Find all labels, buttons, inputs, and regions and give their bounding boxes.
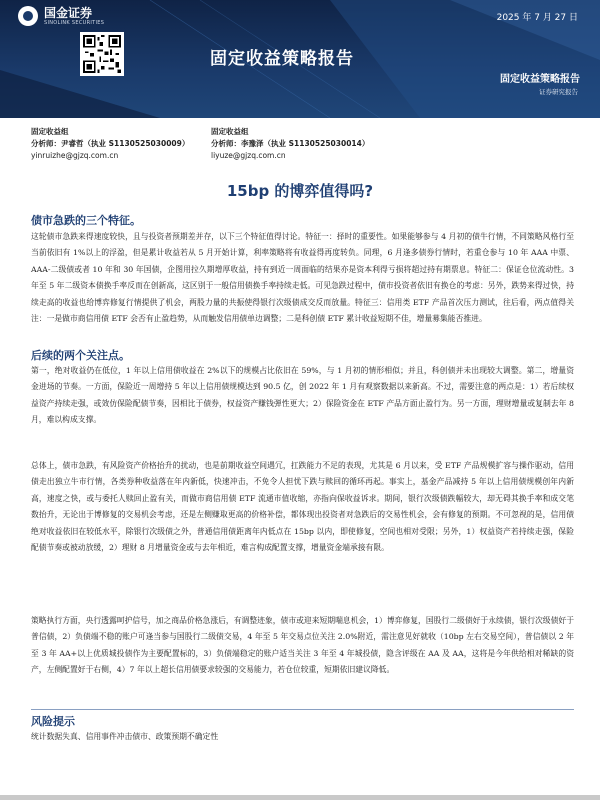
report-category: 证券研究报告 [539,88,578,96]
author-info [211,126,369,162]
author-group: 固定收益组 [211,127,249,136]
author-email[interactable]: liyuze@gjzq.com.cn [211,151,286,160]
section-paragraph: 这轮债市急跌来得速度较快，且与投资者预期差并存，以下三个特征值得讨论。特征一：择时的重要性。如果能够参与 4 月初的债牛行情，不同策略风格行至当前依旧有 1%以上的浮盈，但是累计收益若从 5 月开始计算，利率策略将有收益得再度转负。同理，6 月逢多债券行情时，若重仓参与 10 年 AAA 中票、AAA-二级债或者 10 年和 30 年国债，企图用拉久期增厚收益，持有到近一周面临的结果亦是资本利得亏损将超过持有期票息。特征二：保证仓位流动性。3 年至 5 年二级资本债换手率反而在创新高，这区别于一般信用债换手率持续走低。可见急跌过程中，债市投资者依旧有换仓的考虑：另外，跌势来得过快，持续走高的收益也给博弈修复行情提供了机会，两股力量的共振使得银行次级债成交反而放量。特征三：信用类 ETF 产品首次压力测试，往后看，两点值得关注：一是做市商信用债 ETF 会否有止盈趋势，从而触发信用债单边调整；二是科创债 ETF 累计收益短期不佳，增量募集能否推进。 [31,232,574,324]
author-group: 固定收益组 [31,127,69,136]
company-logo [18,6,104,26]
section-heading: 债市急跌的三个特征。 [31,214,141,227]
section-paragraph: 第一，绝对收益仍在低位，1 年以上信用债收益在 2%以下的规模占比依旧在 59%，与 1 月初的情形相似；并且，科创债并未出现较大调整。第二，增量资金进场的节奏。一方面，保险近一周增持 5 年以上信用债规模达到 90.5 亿，创 2022 年 1 月有观察数据以来新高。不过，需要注意的两点是：1）若后续权益资产持续走强，或效仿保险配债节奏，因相比于债券，权益资产赚钱弹性更大；2）保险资金在 ETF 产品方面止盈行为。另一方面，理财增量或复制去年 8 月，难以构成支撑。 [31,366,574,425]
banner-title: 固定收益策略报告 [210,49,354,69]
report-banner [0,0,600,118]
author-email[interactable]: yinruizhe@gjzq.com.cn [31,151,119,160]
section-paragraph: 总体上，债市急跌，有风险资产价格抬升的扰动，也是前期收益空间遇冗，扛跌能力不足的表现，尤其是 6 月以来，受 ETF 产品规模扩容与操作驱动，信用债走出独立牛市行情，各类券种收益落在年内新低，快速冲击，不免令人担忧下跌与赎回的循环再起。事实上，基金产品减持 5 年以上信用债规模创年内新高，速度之快，或与委托人赎回止盈有关，而做市商信用债 ETF 流通市值收缩，亦指向保收益诉求。期间，银行次级债跌幅较大，却无碍其换手率和成交笔数抬升，无论出于博修复的交易机会考虑，还是左侧赚取更高的价格补偿，都体现出投资者对急跌后的交易性机会，会有修复的预期。不可忽视的是，信用债绝对收益依旧在较低水平，除银行次级债之外，普通信用债距离年内低点在 15bp 以内，即使修复，空间也相对受限；另外，1）权益资产若持续走强，保险配债节奏或被动放缓，2）理财 8 月增量资金或与去年相近，难言构成配置支撑，增量资金端承接有限。 [31,461,574,553]
section-heading: 后续的两个关注点。 [31,349,130,362]
report-date: 2025 年 7 月 27 日 [496,13,578,23]
author-name: 分析师：尹睿哲（执业 S1130525030009） [31,139,190,148]
logo-name-cn: 国金证券 [44,5,93,20]
section-paragraph: 策略执行方面，央行透露呵护信号，加之商品价格急涨后，有调整迹象，债市或迎来短期喘息机会，1）博弈修复，国股行二级债好于永续债，银行次级债好于普信债，2）负债端不稳的账户可逢当参与国股行二级债交易，4 年至 5 年交易点位关注 2.0%附近，需注意见好就收（10bp 左右交易空间），普信债以 2 年至 3 年 AA+以上优质城投债作为主要配置标的，3）负债端稳定的账户适当关注 3 年至 4 年城投债，隐含评级在 AA 及 AA，这将是今年供给相对稀缺的资产，左侧配置好于右侧，4）7 年以上超长信用债要求较强的交易能力，若仓位较重，短期依旧建议降低。 [31,616,574,675]
author-info [31,126,189,162]
logo-name-en: SINOLINK SECURITIES [44,19,105,26]
section-divider [31,709,574,710]
section-paragraph: 统计数据失真、信用事件冲击债市、政策预期不确定性 [31,732,219,741]
report-type: 固定收益策略报告 [500,74,580,85]
qr-code-icon [80,32,124,76]
page-bottom-edge [0,795,600,800]
section-heading: 风险提示 [31,715,75,728]
logo-mark-icon [18,6,38,26]
author-name: 分析师：李豫泽（执业 S1130525030014） [211,139,370,148]
report-title: 15bp 的博弈值得吗? [226,182,374,200]
